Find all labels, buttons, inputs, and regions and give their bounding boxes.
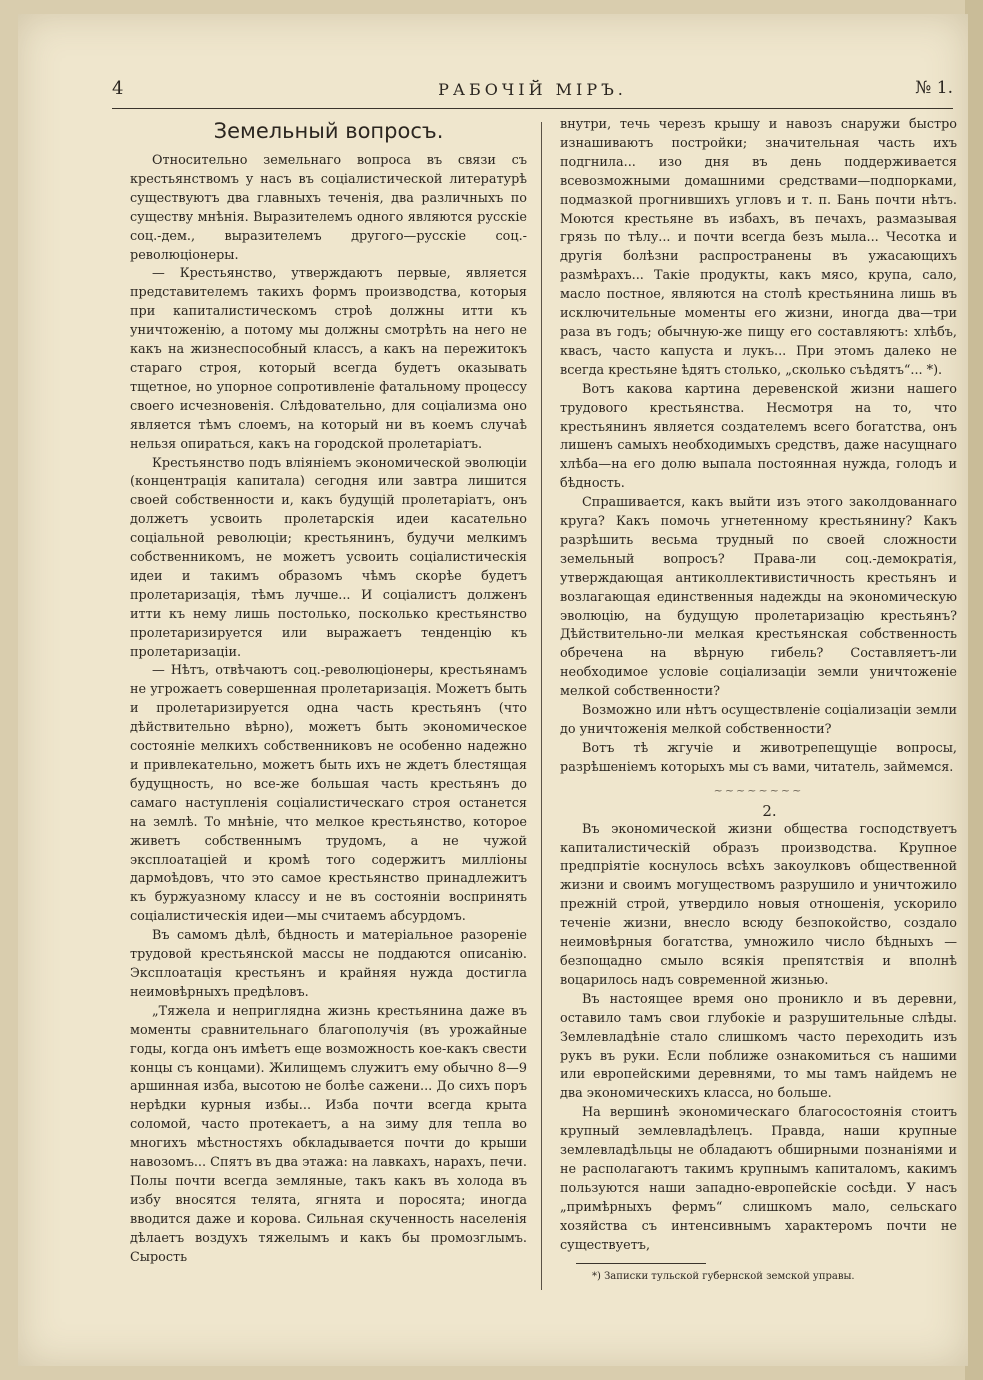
paragraph: На вершинѣ экономическаго благосостоянія стоитъ крупный землевладѣлецъ. Правда, наши крупные землевладѣльцы не обладаютъ обширными познаніями и не располагаютъ такимъ крупнымъ капиталомъ, какимъ пользуются наши западно-европейскіе сосѣди. У насъ „примѣрныхъ фермъ“ слишкомъ мало, сельскаго хозяйства съ интенсивнымъ характеромъ почти не существуетъ, xyxy=(560,1105,957,1253)
section-number: 2. xyxy=(762,801,777,820)
article-title: Земельный вопросъ. xyxy=(213,119,444,143)
paragraph: „Тяжела и непригляднa жизнь крестьянина даже въ моменты сравнительнаго благополучія (въ урожайные годы, когда онъ имѣетъ еще возможность кое-какъ свести концы съ концами). Жилищемъ служитъ ему обычно 8—9 аршинная изба, высотою не болѣе сажени... До сихъ поръ нерѣдки курныя избы... Изба почти всегда крыта соломой, часто протекаетъ, а на зиму для тепла во многихъ мѣстностяхъ обкладывается почти до крыши навозомъ... Спятъ въ два этажа: на лавкахъ, нарахъ, печи. Полы почти всегда земляные, такъ какъ въ холода въ избу вносятся телята, ягнята и поросята; иногда вводится даже и корова. Сильная скученность населенія дѣлаетъ воздухъ тяжелымъ и какъ бы промозглымъ. Сырость xyxy=(130,1003,527,1265)
paragraph: Въ самомъ дѣлѣ, бѣдность и матеріальное разореніе трудовой крестьянской массы не поддаются описанію. Эксплоатація крестьянъ и крайняя нужда достигла неимовѣрныхъ предѣловъ. xyxy=(130,928,527,1000)
paragraph: Вотъ тѣ жгучіе и животрепещущіе вопросы, разрѣшеніемъ которыхъ мы съ вами, читатель, займемся. xyxy=(560,740,957,775)
footnote: *) Записки тульской губернской земской управы. xyxy=(592,1271,855,1283)
right-column xyxy=(560,116,957,1283)
page-header xyxy=(112,78,953,109)
issue-number: № 1. xyxy=(915,78,953,98)
footnote-rule xyxy=(576,1263,706,1264)
column-divider xyxy=(541,122,542,1290)
paragraph: Вотъ какова картина деревенской жизни нашего трудового крестьянства. Несмотря на то, что крестьянинъ является создателемъ всего богатства, онъ лишенъ самыхъ необходимыхъ средствъ, даже насущнаго хлѣба—на его долю выпала постоянная нужда, голодъ и бѣдность. xyxy=(560,381,957,492)
paragraph: Въ настоящее время оно проникло и въ деревни, оставило тамъ свои глубокіе и разрушительные слѣды. Землевладѣніе стало слишкомъ часто переходить изъ рукъ въ руки. Если поближе ознакомиться съ нашими или европейскими деревнями, то мы тамъ найдемъ не два экономическихъ класса, но больше. xyxy=(560,991,957,1102)
paragraph: Спрашивается, какъ выйти изъ этого заколдованнаго круга? Какъ помочь угнетенному крестьянину? Какъ разрѣшить весьма трудный по своей сложности земельный вопросъ? Права-ли соц.-демократія, утверждающая антиколлективистичность крестьянъ и возлагающая единственныя надежды на экономическую эволюцію, на будущую пролетаризацію крестьянъ? Дѣйствительно-ли мелкая крестьянская собственность обречена на вѣрную гибель? Составляетъ-ли необходимое условіе соціализаціи земли уничтоженіе мелкой собственности? xyxy=(560,495,957,700)
paragraph: Крестьянство подъ вліяніемъ экономической эволюціи (концентрація капитала) сегодня или завтра лишится своей собственности и, какъ будущій пролетаріатъ, онъ должетъ усвоить пролетарскія идеи касательно соціальной революціи; крестьянинъ, будучи мелкимъ собственникомъ, не можетъ усвоить соціалистическія идеи и такимъ образомъ чѣмъ скорѣе будетъ пролетаризація, тѣмъ лучше... И соціалистъ долженъ итти къ нему лишь постолько, посколько крестьянство пролетаризируется или выражаетъ тенденцію къ пролетаризаціи. xyxy=(130,455,527,660)
section-separator: ~~~~~~~~ xyxy=(713,783,804,797)
paragraph: внутри, течь черезъ крышу и навозъ снаружи быстро изнашиваютъ постройки; значительная часть ихъ подгнила... изо дня въ день поддерживается всевозможными домашними средствами—подпорками, подмазкой прогнившихъ угловъ и т. п. Бань почти нѣтъ. Моются крестьяне въ избахъ, въ печахъ, размазывая грязь по тѣлу... и почти всегда безъ мыла... Чесотка и другія болѣзни распространены въ ужасающихъ размѣрахъ... Такіе продукты, какъ мясо, крупа, сало, масло постное, являются на столѣ крестьянина лишь въ исключительные моменты его жизни, иногда два—три раза въ годъ; обычную-же пищу его составляютъ: хлѣбъ, квасъ, часто капуста и лукъ... При этомъ далеко не всегда крестьяне ѣдятъ столько, „сколько съѣдятъ“... *). xyxy=(560,117,957,378)
paragraph: — Крестьянство, утверждаютъ первые, является представителемъ такихъ формъ производства, которыя при капиталистическомъ строѣ должны итти къ уничтоженію, а потому мы должны смотрѣть на него не какъ на жизнеспособный классъ, а какъ на пережитокъ стараго строя, который всегда будетъ оказывать тщетное, но упорное сопротивленіе фатальному процессу своего исчезновенія. Слѣдовательно, для соціализма оно является тѣмъ слоемъ, на который ни въ коемъ случаѣ нельзя опираться, какъ на городской пролетаріатъ. xyxy=(130,266,527,452)
paragraph: Въ экономической жизни общества господствуетъ капиталистическій образъ производства. Крупное предпріятіе коснулось всѣхъ закоулковъ общественной жизни и своимъ могуществомъ разрушило и уничтожило прежній строй, утвердило новыя отношенія, ускорило теченіе жизни, внесло всюду безпокойство, создало неимовѣрныя богатства, умножило число бѣдныхъ — безпощадно смыло всякія препятствія и вполнѣ воцарилось надъ современной жизнью. xyxy=(560,821,957,988)
paragraph: Возможно или нѣтъ осуществленіе соціализаціи земли до уничтоженія мелкой собственности? xyxy=(560,703,957,737)
paragraph: — Нѣтъ, отвѣчаютъ соц.-революціонеры, крестьянамъ не угрожаетъ совершенная пролетаризація. Можетъ быть и пролетаризируется одна часть крестьянъ (что дѣйствительно вѣрно), можетъ быть экономическое состояніе мелкихъ собственниковъ не особенно надежно и привлекательно, можетъ быть ихъ не ждетъ блестящая будущность, но все-же большая часть крестьянъ до самаго наступленія соціалистическаго строя останется на землѣ. То мнѣніе, что мелкое крестьянство, которое живетъ собственнымъ трудомъ, а не чужой эксплоатаціей и кромѣ того содержитъ милліоны дармоѣдовъ, что это самое крестьянство принадлежитъ къ буржуазному классу и не въ состояніи воспринять соціалистическія идеи—мы считаемъ абсурдомъ. xyxy=(130,663,527,925)
page-number: 4 xyxy=(112,78,124,99)
masthead: РАБОЧІЙ МІРЪ. xyxy=(438,80,627,99)
paragraph: Относительно земельнаго вопроса въ связи съ крестьянствомъ у насъ въ соціалистической литературѣ существуютъ два главныхъ теченія, два различныхъ по существу мнѣнія. Выразителемъ одного являются русскіе соц.-дем., выразителемъ другого—русскіе соц.-революціонеры. xyxy=(130,153,527,263)
left-column xyxy=(130,116,527,1267)
